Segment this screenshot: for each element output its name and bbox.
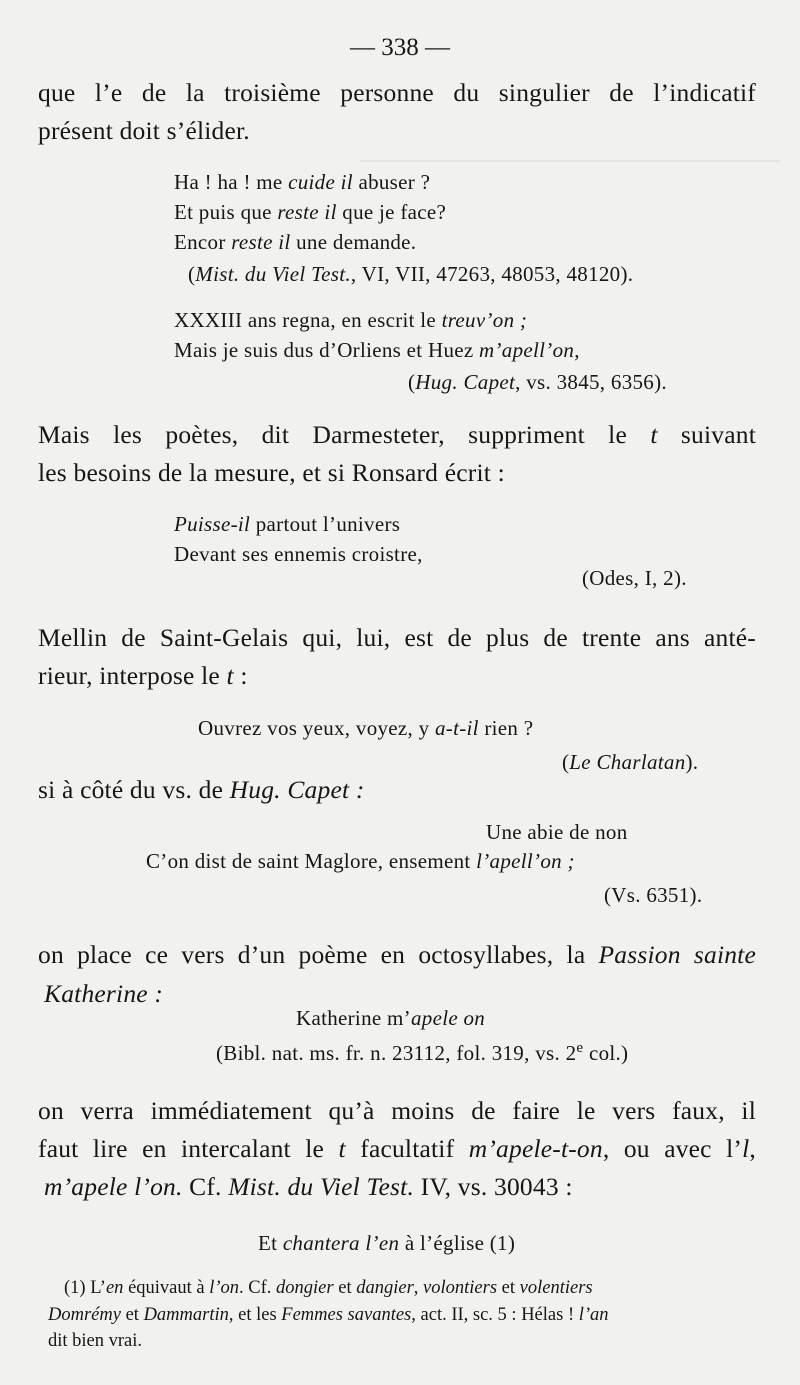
verse-line: Ouvrez vos yeux, voyez, y a-t-il rien ? <box>198 716 534 740</box>
paragraph-line: les besoins de la mesure, et si Ronsard écrit : <box>38 458 505 487</box>
citation: (Hug. Capet, vs. 3845, 6356). <box>408 370 667 394</box>
citation: (Mist. du Viel Test., VI, VII, 47263, 48053, 48120). <box>188 262 634 286</box>
citation: (Bibl. nat. ms. fr. n. 23112, fol. 319, vs. 2e col.) <box>216 1040 629 1065</box>
paragraph-line: si à côté du vs. de Hug. Capet : <box>38 775 365 804</box>
paragraph-line: Katherine : <box>44 979 164 1008</box>
verse-line: Et chantera l’en à l’église (1) <box>258 1231 516 1255</box>
verse-line: Devant ses ennemis croistre, <box>174 542 423 566</box>
citation: (Vs. 6351). <box>604 883 703 907</box>
paragraph-line: on verra immédiatement qu’à moins de faire le vers faux, il <box>38 1096 756 1125</box>
paragraph-line: faut lire en intercalant le t facultatif m’apele-t-on, ou avec l’l, <box>38 1134 756 1163</box>
citation: (Le Charlatan). <box>562 750 699 774</box>
paragraph-line: que l’e de la troisième personne du singulier de l’indicatif <box>38 78 756 107</box>
verse-line: C’on dist de saint Maglore, ensement l’apell’on ; <box>146 849 575 873</box>
verse-line: Une abie de non <box>486 820 628 844</box>
citation: (Odes, I, 2). <box>582 566 687 590</box>
footnote-line: Domrémy et Dammartin, et les Femmes savantes, act. II, sc. 5 : Hélas ! l’an <box>48 1305 609 1325</box>
verse-line: Katherine m’apele on <box>296 1006 486 1030</box>
bleed-through <box>360 100 780 162</box>
verse-line: Mais je suis dus d’Orliens et Huez m’apell’on, <box>174 338 580 362</box>
verse-line: Encor reste il une demande. <box>174 230 417 254</box>
paragraph-line: présent doit s’élider. <box>38 116 250 145</box>
paragraph-line: Mellin de Saint-Gelais qui, lui, est de plus de trente ans anté- <box>38 623 756 652</box>
footnote-line: dit bien vrai. <box>48 1331 143 1351</box>
verse-line: XXXIII ans regna, en escrit le treuv’on ; <box>174 308 528 332</box>
page-number: — 338 — <box>350 34 450 61</box>
verse-line: Puisse-il partout l’univers <box>174 512 401 536</box>
footnote-line: (1) L’en équivaut à l’on. Cf. dongier et dangier, volontiers et volentiers <box>64 1278 593 1298</box>
verse-line: Et puis que reste il que je face? <box>174 200 447 224</box>
paragraph-line: rieur, interpose le t : <box>38 661 248 690</box>
paragraph-line: m’apele l’on. Cf. Mist. du Viel Test. IV, vs. 30043 : <box>44 1172 573 1201</box>
paragraph-line: on place ce vers d’un poème en octosyllabes, la Passion sainte <box>38 940 756 969</box>
verse-line: Ha ! ha ! me cuide il abuser ? <box>174 170 431 194</box>
paragraph-line: Mais les poètes, dit Darmesteter, suppriment le t suivant <box>38 420 756 449</box>
